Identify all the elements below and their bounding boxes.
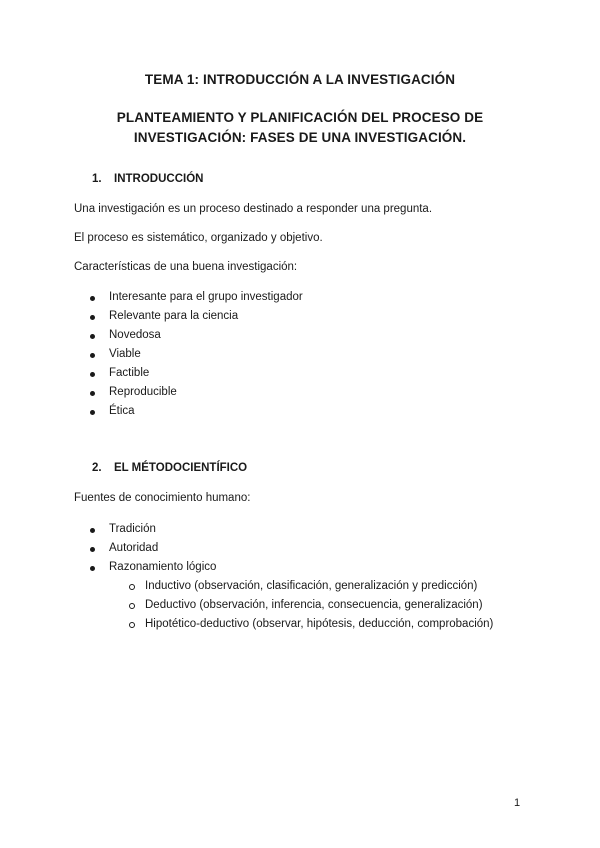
document-title: TEMA 1: INTRODUCCIÓN A LA INVESTIGACIÓN (144, 72, 456, 87)
section-2-bullet-list (74, 520, 216, 577)
document-subtitle-line-2: INVESTIGACIÓN: FASES DE UNA INVESTIGACIÓN. (133, 130, 467, 145)
list-item: Razonamiento lógico (74, 558, 216, 577)
sub-list-item: Deductivo (observación, inferencia, consecuencia, generalización) (109, 596, 527, 615)
list-item: Interesante para el grupo investigador (74, 288, 303, 307)
section-2-title: EL MÉTODOCIENTÍFICO (114, 462, 248, 474)
list-item: Ética (74, 402, 303, 421)
document-subtitle-line-1: PLANTEAMIENTO Y PLANIFICACIÓN DEL PROCESO DE (116, 110, 484, 125)
list-item: Factible (74, 364, 303, 383)
sub-list-item: Inductivo (observación, clasificación, generalización y predicción) (109, 577, 527, 596)
section-2-number: 2. (92, 462, 102, 474)
list-item: Relevante para la ciencia (74, 307, 303, 326)
section-1-number: 1. (92, 173, 102, 185)
page-number: 1 (514, 797, 521, 809)
list-item: Autoridad (74, 539, 216, 558)
section-1-title: INTRODUCCIÓN (114, 173, 204, 185)
section-1-bullet-list (74, 288, 303, 421)
section-1-heading (92, 173, 203, 185)
section-1-paragraph-1: Una investigación es un proceso destinado a responder una pregunta. (74, 203, 433, 215)
section-1-paragraph-3: Características de una buena investigación: (74, 261, 298, 273)
list-item: Viable (74, 345, 303, 364)
section-2-paragraph-1: Fuentes de conocimiento humano: (74, 492, 251, 504)
list-item: Reproducible (74, 383, 303, 402)
section-1-paragraph-2: El proceso es sistemático, organizado y objetivo. (74, 232, 323, 244)
section-2-heading (92, 462, 247, 474)
list-item: Tradición (74, 520, 216, 539)
sub-list-item: Hipotético-deductivo (observar, hipótesis, deducción, comprobación) (109, 615, 527, 634)
section-2-sub-bullet-list (109, 577, 527, 634)
list-item: Novedosa (74, 326, 303, 345)
